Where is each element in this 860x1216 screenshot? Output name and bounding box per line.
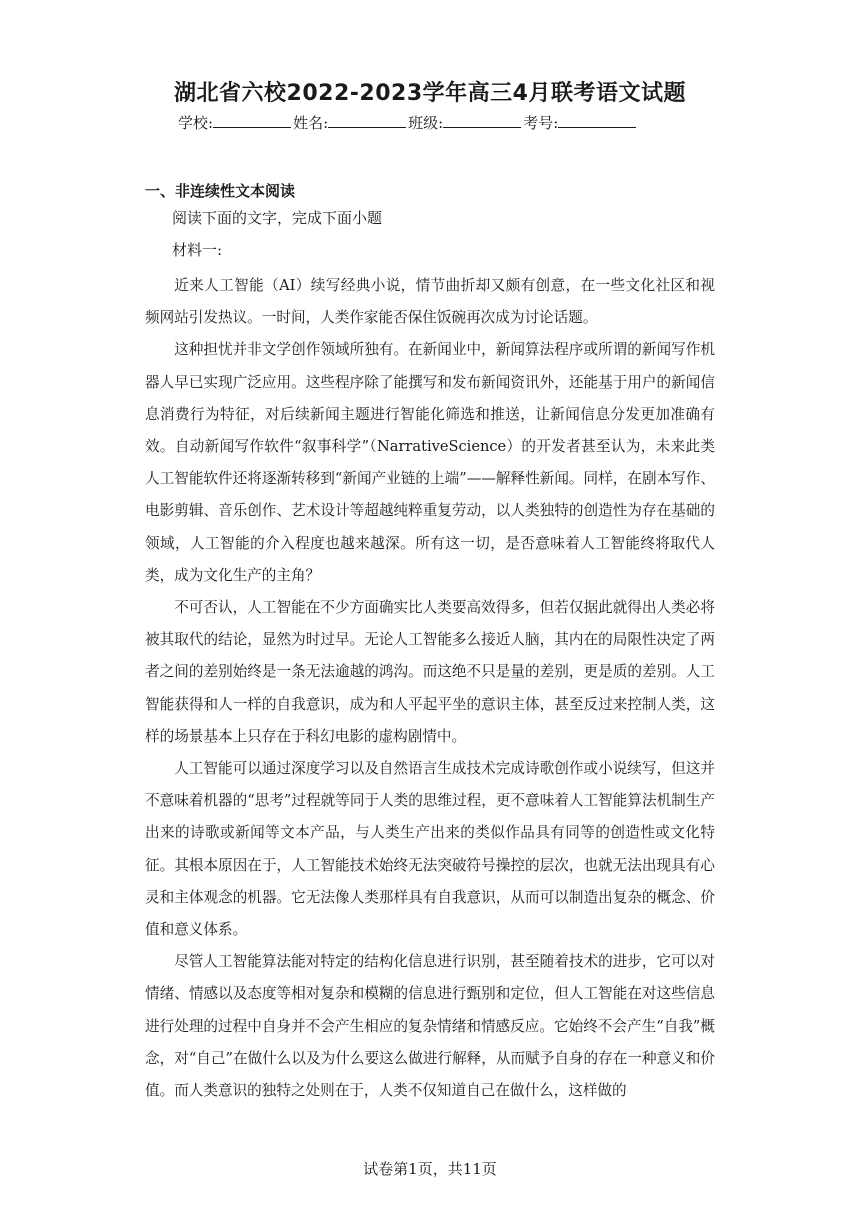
passage-paragraph: 尽管人工智能算法能对特定的结构化信息进行识别，甚至随着技术的进步，它可以对情绪、情感以及态度等相对复杂和模糊的信息进行甄别和定位，但人工智能在对这些信息进行处理的过程中自身并不会产生相应的复杂情绪和情感反应。它始终不会产生“自我”概念，对“自己”在做什么以及为什么要这么做进行解释，从而赋予自身的存在一种意义和价值。而人类意识的独特之处则在于，人类不仅知道自己在做什么，这样做的 [145, 953, 715, 1100]
section-instruction: 阅读下面的文字，完成下面小题 [172, 209, 383, 227]
document-title: 湖北省六校2022-2023学年高三4月联考语文试题 [174, 81, 686, 106]
section-heading: 一、非连续性文本阅读 [145, 182, 296, 200]
material-label: 材料一: [172, 241, 223, 259]
passage-paragraph: 人工智能可以通过深度学习以及自然语言生成技术完成诗歌创作或小说续写，但这并不意味着机器的“思考”过程就等同于人类的思维过程，更不意味着人工智能算法机制生产出来的诗歌或新闻等文本产品，与人类生产出来的类似作品具有同等的创造性或文化特征。其根本原因在于，人工智能技术始终无法突破符号操控的层次，也就无法出现具有心灵和主体观念的机器。它无法像人类那样具有自我意识，从而可以制造出复杂的概念、价值和意义体系。 [145, 760, 715, 939]
school-label: 学校: [178, 114, 214, 132]
name-blank [328, 113, 406, 128]
passage-paragraph: 这种担忧并非文学创作领域所独有。在新闻业中，新闻算法程序或所谓的新闻写作机器人早已实现广泛应用。这些程序除了能撰写和发布新闻资讯外，还能基于用户的新闻信息消费行为特征，对后续新闻主题进行智能化筛选和推送，让新闻信息分发更加准确有效。自动新闻写作软件“叙事科学”（NarrativeScience）的开发者甚至认为，未来此类人工智能软件还将逐渐转移到“新闻产业链的上端”——解释性新闻。同样，在剧本写作、电影剪辑、音乐创作、艺术设计等超越纯粹重复劳动，以人类独特的创造性为存在基础的领域，人工智能的介入程度也越来越深。所有这一切，是否意味着人工智能终将取代人类，成为文化生产的主角？ [145, 341, 715, 584]
class-blank [443, 113, 521, 128]
class-label: 班级: [408, 114, 444, 132]
page-footer: 试卷第1页，共11页 [363, 1160, 497, 1178]
school-blank [213, 113, 291, 128]
name-label: 姓名: [293, 114, 329, 132]
reading-passage [145, 270, 715, 1107]
passage-paragraph: 近来人工智能（AI）续写经典小说，情节曲折却又颇有创意，在一些文化社区和视频网站引发热议。一时间，人类作家能否保住饭碗再次成为讨论话题。 [145, 277, 715, 327]
student-info-line [178, 112, 638, 133]
exam-number-blank [558, 113, 636, 128]
exam-number-label: 考号: [523, 114, 559, 132]
passage-paragraph: 不可否认，人工智能在不少方面确实比人类要高效得多，但若仅据此就得出人类必将被其取代的结论，显然为时过早。无论人工智能多么接近人脑，其内在的局限性决定了两者之间的差别始终是一条无法逾越的鸿沟。而这绝不只是量的差别，更是质的差别。人工智能获得和人一样的自我意识，成为和人平起平坐的意识主体，甚至反过来控制人类，这样的场景基本上只存在于科幻电影的虚构剧情中。 [145, 599, 715, 745]
